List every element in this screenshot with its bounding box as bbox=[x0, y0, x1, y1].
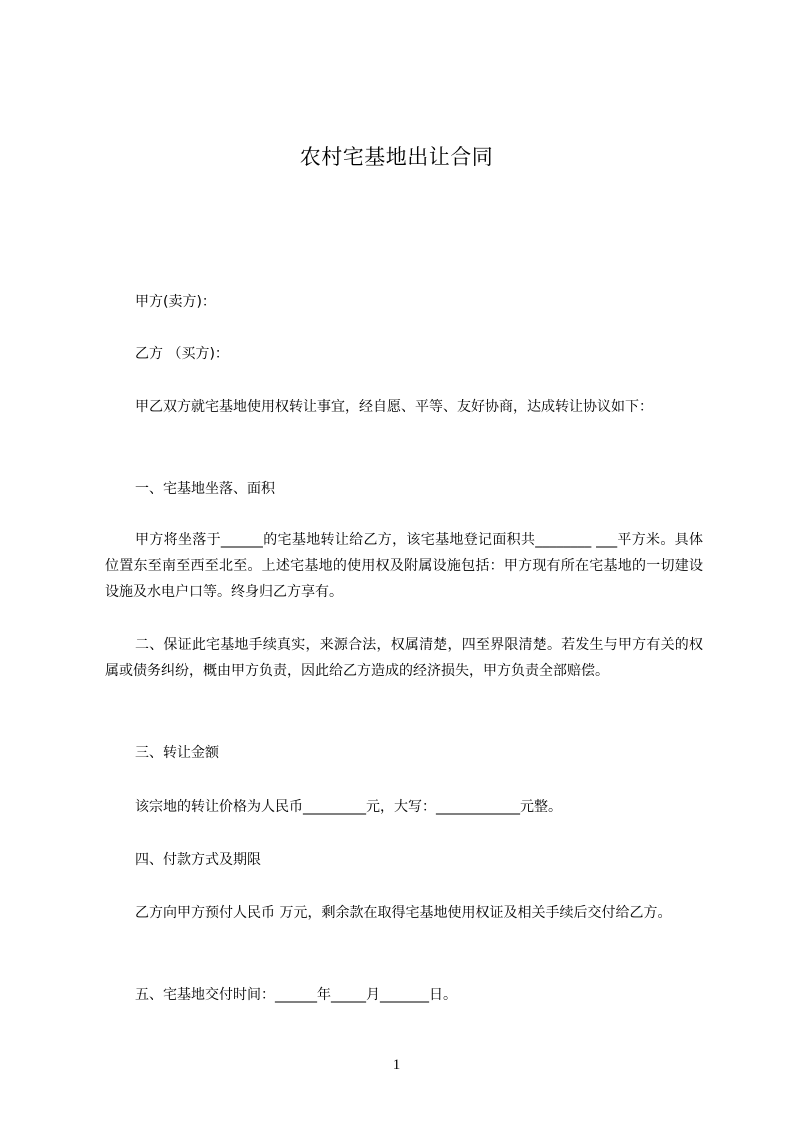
section-1-body: 甲方将坐落于______的宅基地转让给乙方，该宅基地登记面积共________ ___平方米。具体位置东至南至西至北至。上述宅基地的使用权及附属设施包括：甲方现有所在宅基地的一切建设设施及水电户口等。终身归乙方享有。 bbox=[105, 532, 703, 600]
section-2-body: 二、保证此宅基地手续真实，来源合法，权属清楚，四至界限清楚。若发生与甲方有关的权属或债务纠纷，概由甲方负责，因此给乙方造成的经济损失，甲方负责全部赔偿。 bbox=[105, 637, 703, 679]
section-4-body: 乙方向甲方预付人民币 万元，剩余款在取得宅基地使用权证及相关手续后交付给乙方。 bbox=[135, 905, 672, 921]
party-a-line: 甲方(卖方)： bbox=[135, 294, 216, 310]
section-3-heading: 三、转让金额 bbox=[135, 745, 219, 761]
intro-paragraph: 甲乙双方就宅基地使用权转让事宜，经自愿、平等、友好协商，达成转让协议如下： bbox=[135, 399, 653, 415]
section-1-heading: 一、宅基地坐落、面积 bbox=[135, 481, 275, 497]
section-3-body: 该宗地的转让价格为人民币_________元，大写：____________元整。 bbox=[135, 799, 562, 815]
party-b-line: 乙方 （买方)： bbox=[135, 346, 229, 362]
section-4-heading: 四、付款方式及期限 bbox=[135, 852, 261, 868]
page-number: 1 bbox=[392, 1057, 401, 1073]
section-5-line: 五、宅基地交付时间：______年_____月_______日。 bbox=[135, 987, 457, 1003]
document-title: 农村宅基地出让合同 bbox=[299, 145, 494, 169]
